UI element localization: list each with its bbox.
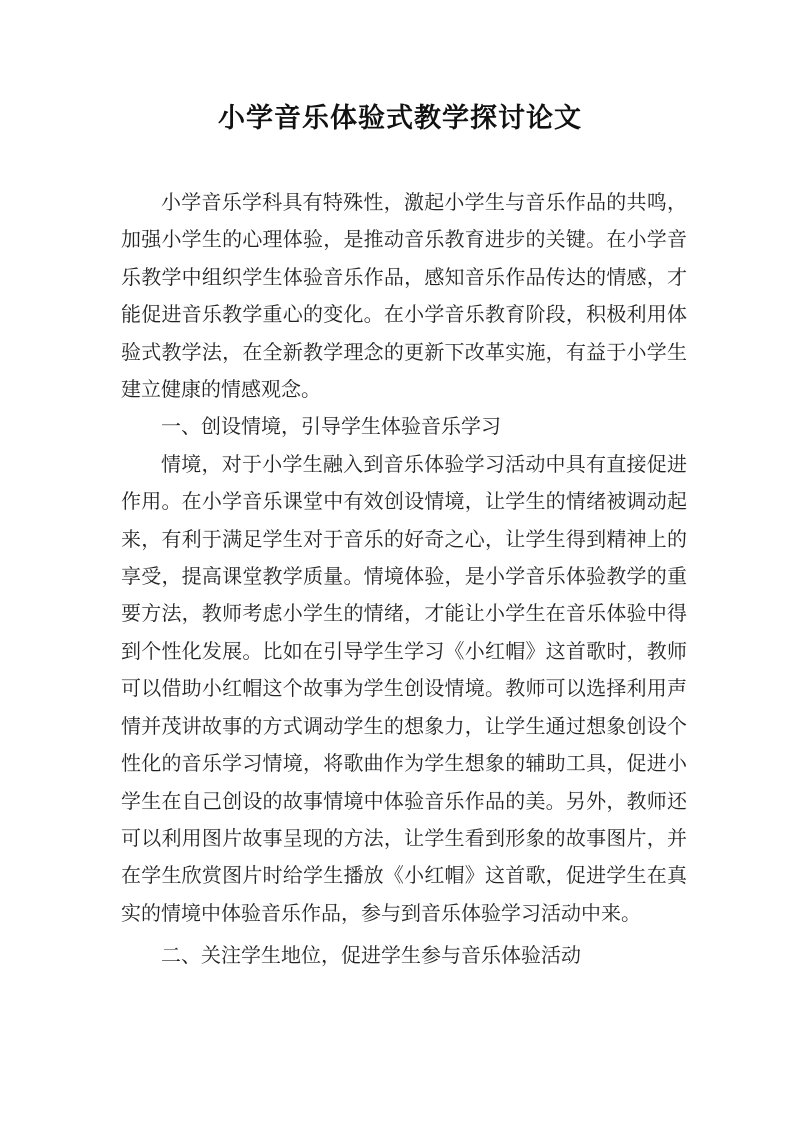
intro-paragraph: 小学音乐学科具有特殊性，激起小学生与音乐作品的共鸣，加强小学生的心理体验，是推动音乐教育进步的关键。在小学音乐教学中组织学生体验音乐作品，感知音乐作品传达的情感，才能促进音乐教学重心的变化。在小学音乐教育阶段，积极利用体验式教学法，在全新教学理念的更新下改革实施，有益于小学生建立健康的情感观念。 [121, 190, 687, 402]
section-1-paragraph: 情境，对于小学生融入到音乐体验学习活动中具有直接促进作用。在小学音乐课堂中有效创设情境，让学生的情绪被调动起来，有利于满足学生对于音乐的好奇之心，让学生得到精神上的享受，提高课堂教学质量。情境体验，是小学音乐体验教学的重要方法，教师考虑小学生的情绪，才能让小学生在音乐体验中得到个性化发展。比如在引导学生学习《小红帽》这首歌时，教师可以借助小红帽这个故事为学生创设情境。教师可以选择利用声情并茂讲故事的方式调动学生的想象力，让学生通过想象创设个性化的音乐学习情境，将歌曲作为学生想象的辅助工具，促进小学生在自己创设的故事情境中体验音乐作品的美。另外，教师还可以利用图片故事呈现的方法，让学生看到形象的故事图片，并在学生欣赏图片时给学生播放《小红帽》这首歌，促进学生在真实的情境中体验音乐作品，参与到音乐体验学习活动中来。 [121, 451, 687, 925]
document-body [121, 184, 687, 975]
section-heading-1: 一、创设情境，引导学生体验音乐学习 [161, 414, 501, 439]
section-heading-2: 二、关注学生地位，促进学生参与音乐体验活动 [161, 943, 581, 968]
document-title: 小学音乐体验式教学探讨论文 [218, 103, 582, 134]
